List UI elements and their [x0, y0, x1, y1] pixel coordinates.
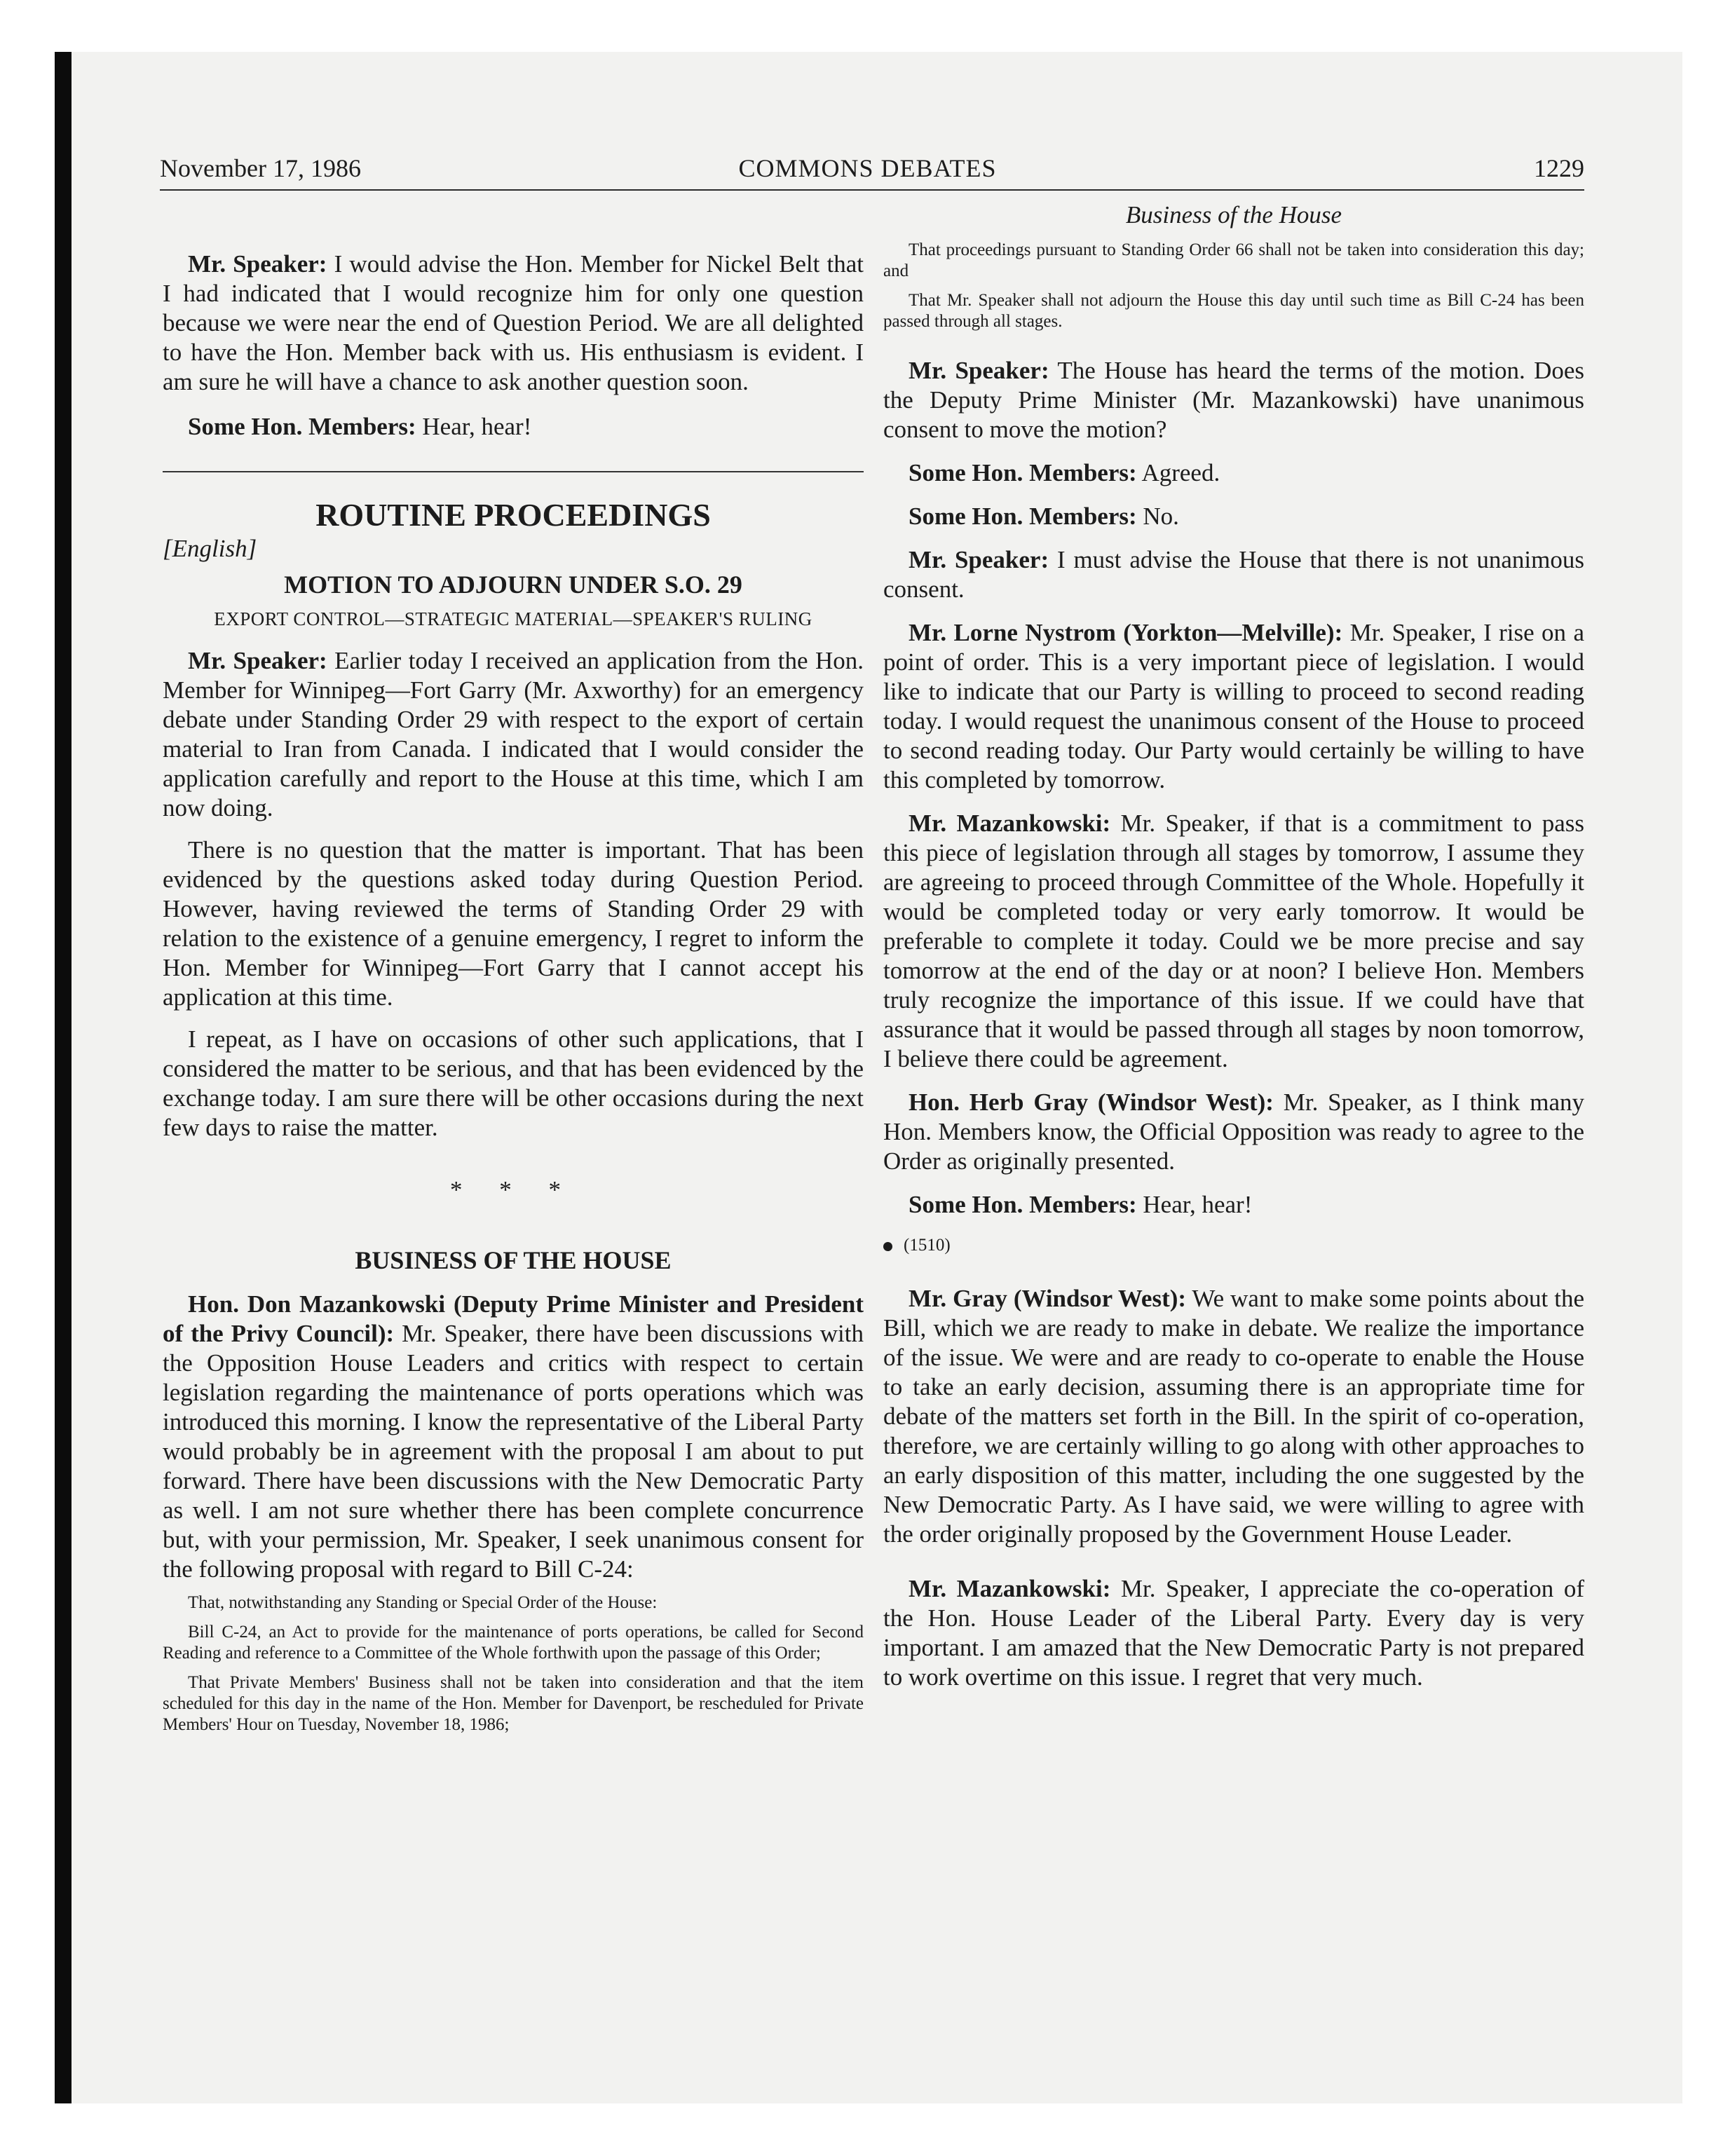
speaker-name: Hon. Herb Gray (Windsor West):: [909, 1089, 1274, 1116]
speech-text: Hear, hear!: [416, 413, 532, 440]
speaker-name: Some Hon. Members:: [909, 503, 1137, 530]
speaker-name: Mr. Mazankowski:: [909, 1575, 1111, 1602]
speech-paragraph: [883, 618, 1584, 795]
speech-paragraph: [883, 356, 1584, 444]
ruling-title: EXPORT CONTROL—STRATEGIC MATERIAL—SPEAKER'S RULING: [214, 608, 812, 629]
speech-paragraph: [883, 1088, 1584, 1176]
speech-paragraph: [883, 1574, 1584, 1692]
section-separator: * * *: [450, 1176, 576, 1203]
timestamp: (1510): [904, 1236, 951, 1255]
speech-text: No.: [1136, 503, 1179, 530]
motion-clause: That, notwithstanding any Standing or Special Order of the House:: [188, 1593, 658, 1612]
motion-clause: That proceedings pursuant to Standing Order 66 shall not be taken into consideration this day; and: [883, 240, 1584, 280]
speaker-name: Mr. Mazankowski:: [909, 810, 1111, 837]
speech-paragraph: [163, 1290, 864, 1584]
speech-paragraph: [883, 458, 1584, 488]
speech-text: Agreed.: [1136, 459, 1220, 486]
motion-clause: That Private Members' Business shall not be taken into consideration and that the item scheduled for this day in the name of the Hon. Member for Davenport, be rescheduled for Private Members' Hour on Tuesday, November 18, 1986;: [163, 1673, 864, 1734]
speech-text: The House has heard the terms of the motion. Does the Deputy Prime Minister (Mr. Mazankowski) have unanimous consent to move the motion?: [883, 357, 1584, 443]
speaker-name: Some Hon. Members:: [909, 1191, 1137, 1218]
header-date: November 17, 1986: [160, 154, 361, 182]
speech-text: Hear, hear!: [1136, 1191, 1253, 1218]
speech-paragraph: [883, 1284, 1584, 1549]
speaker-name: Mr. Speaker:: [909, 546, 1049, 573]
header-rule: [160, 189, 1584, 191]
speech-paragraph: I repeat, as I have on occasions of other such applications, that I considered the matter to be serious, and that has been evidenced by the exchange today. I am sure there will be other occasions during the next few days to raise the matter.: [163, 1025, 864, 1141]
motion-text: [163, 1592, 864, 1735]
speaker-name: Mr. Speaker:: [188, 647, 327, 674]
speech-text: Mr. Speaker, I appreciate the co-operation of the Hon. House Leader of the Liberal Party. Every day is very important. I am amazed that the New Democratic Party is not prepared to work overtime on this issue. I regret that very much.: [883, 1575, 1584, 1691]
speech-paragraph: [883, 1190, 1584, 1220]
business-title: BUSINESS OF THE HOUSE: [355, 1246, 672, 1274]
motion-text-continued: [883, 240, 1584, 332]
speech-text: Mr. Speaker, there have been discussions with the Opposition House Leaders and critics with respect to certain legislation regarding the maintenance of ports operations which was introduced this morning. I know the representative of the Liberal Party would probably be in agreement with the proposal I am about to put forward. There have been discussions with the New Democratic Party as well. I am not sure whether there has been complete concurrence but, with your permission, Mr. Speaker, I seek unanimous consent for the following proposal with regard to Bill C-24:: [163, 1320, 864, 1583]
speech-text: Mr. Speaker, I rise on a point of order. This is a very important piece of legislation. I would like to indicate that our Party is willing to proceed to second reading today. I would request the unanimous consent of the House to proceed to second reading today. Our Party would certainly be willing to have this completed by tomorrow.: [883, 619, 1584, 793]
speaker-name: Mr. Gray (Windsor West):: [909, 1285, 1187, 1312]
bullet-dot-icon: [883, 1242, 892, 1251]
section-title: ROUTINE PROCEEDINGS: [315, 497, 711, 533]
speech-paragraph: [163, 646, 864, 823]
motion-clause: Bill C-24, an Act to provide for the maintenance of ports operations, be called for Second Reading and reference to a Committee of the Whole forthwith upon the passage of this Order;: [163, 1623, 864, 1663]
motion-title: MOTION TO ADJOURN UNDER S.O. 29: [284, 571, 742, 599]
speaker-name: Mr. Speaker:: [188, 250, 327, 278]
speech-text: I must advise the House that there is not unanimous consent.: [883, 546, 1584, 603]
motion-clause: That Mr. Speaker shall not adjourn the House this day until such time as Bill C-24 has been passed through all stages.: [883, 291, 1584, 331]
right-column: [883, 200, 1584, 1692]
speech-text: I would advise the Hon. Member for Nickel Belt that I had indicated that I would recognize him for only one question because we were near the end of Question Period. We are all delighted to have the Hon. Member back with us. His enthusiasm is evident. I am sure he will have a chance to ask another question soon.: [163, 250, 864, 395]
speaker-name: Mr. Lorne Nystrom (Yorkton—Melville):: [909, 619, 1343, 646]
speaker-name: Some Hon. Members:: [188, 413, 416, 440]
speech-paragraph: [163, 250, 864, 397]
running-head: Business of the House: [1125, 201, 1342, 228]
speech-text: We want to make some points about the Bill, which we are ready to make in debate. We realize the importance of the issue. We were and are ready to co-operate to enable the House to take an early decision, assuming there is an appropriate time for debate of the matters set forth in the Bill. In the spirit of co-operation, therefore, we are certainly willing to go along with other approaches to an early disposition of this matter, including the one suggested by the New Democratic Party. As I have said, we were willing to agree with the order originally proposed by the Government House Leader.: [883, 1285, 1584, 1548]
speech-paragraph: There is no question that the matter is important. That has been evidenced by the questions asked today during Question Period. However, having reviewed the terms of Standing Order 29 with relation to the existence of a genuine emergency, I regret to inform the Hon. Member for Winnipeg—Fort Garry that I cannot accept his application at this time.: [163, 836, 864, 1011]
language-marker: [English]: [163, 535, 257, 562]
left-column: [163, 200, 864, 1735]
scan-edge-shadow: [55, 52, 72, 2103]
header-page-number: 1229: [1534, 154, 1584, 182]
speech-text: Earlier today I received an application from the Hon. Member for Winnipeg—Fort Garry (Mr. Axworthy) for an emergency debate under Standing Order 29 with respect to the export of certain material to Iran from Canada. I indicated that I would consider the application carefully and report to the House at this time, which I am now doing.: [163, 647, 864, 821]
speech-text: Mr. Speaker, if that is a commitment to pass this piece of legislation through all stages by tomorrow, I assume they are agreeing to proceed through Committee of the Whole. Hopefully it would be completed today or very early tomorrow. It would be preferable to complete it today. Could we be more precise and say tomorrow at the end of the day or at noon? I believe Hon. Members truly recognize the importance of this issue. If we could have that assurance that it would be passed through all stages by noon tomorrow, I believe there could be agreement.: [883, 810, 1584, 1072]
speaker-name: Hon. Don Mazankowski (Deputy Prime Minister and President of the Privy Council):: [163, 1290, 864, 1347]
speech-paragraph: [883, 502, 1584, 531]
speaker-name: Some Hon. Members:: [909, 459, 1137, 486]
speaker-name: Mr. Speaker:: [909, 357, 1049, 384]
timestamp-marker: [883, 1235, 1584, 1256]
speech-text: Mr. Speaker, as I think many Hon. Members know, the Official Opposition was ready to agree to the Order as originally presented.: [883, 1089, 1584, 1175]
speech-paragraph: [163, 412, 864, 442]
header-title: COMMONS DEBATES: [738, 154, 997, 182]
speech-paragraph: [883, 545, 1584, 604]
speech-paragraph: [883, 809, 1584, 1074]
